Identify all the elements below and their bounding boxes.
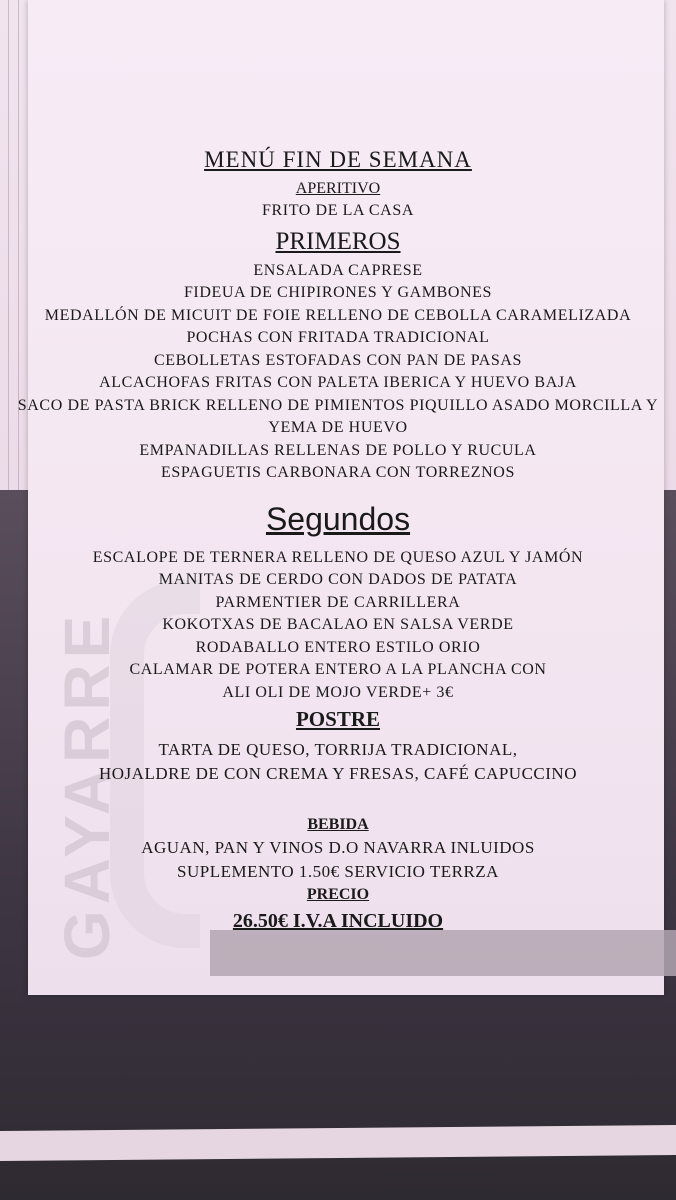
paper-edge-strip <box>0 1125 676 1161</box>
primeros-item: ALCACHOFAS FRITAS CON PALETA IBERICA Y HUEVO BAJA <box>99 374 577 391</box>
primeros-item: POCHAS CON FRITADA TRADICIONAL <box>186 329 490 346</box>
segundos-item: MANITAS DE CERDO CON DADOS DE PATATA <box>158 571 518 588</box>
segundos-item: CALAMAR DE POTERA ENTERO A LA PLANCHA CON <box>129 661 547 678</box>
primeros-item: FIDEUA DE CHIPIRONES Y GAMBONES <box>183 284 493 301</box>
segundos-item: PARMENTIER DE CARRILLERA <box>215 593 461 611</box>
menu-title: MENÚ FIN DE SEMANA <box>204 147 472 172</box>
aperitivo-heading: APERITIVO <box>295 180 381 197</box>
postre-heading: POSTRE <box>295 707 381 731</box>
segundos-item: ALI OLI DE MOJO VERDE+ 3€ <box>222 683 454 701</box>
bebida-item: AGUAN, PAN Y VINOS D.O NAVARRA INLUIDOS <box>141 838 535 857</box>
bebida-heading: BEBIDA <box>307 816 369 833</box>
segundos-item: RODABALLO ENTERO ESTILO ORIO <box>195 638 481 656</box>
segundos-item: ESCALOPE DE TERNERA RELLENO DE QUESO AZUL Y JAMÓN <box>92 548 584 566</box>
primeros-item: EMPANADILLAS RELLENAS DE POLLO Y RUCULA <box>139 441 537 459</box>
primeros-heading: PRIMEROS <box>275 227 401 255</box>
postre-item: HOJALDRE DE CON CREMA Y FRESAS, CAFÉ CAPUCCINO <box>99 764 577 783</box>
primeros-item: CEBOLLETAS ESTOFADAS CON PAN DE PASAS <box>153 351 523 369</box>
bebida-item: SUPLEMENTO 1.50€ SERVICIO TERRZA <box>177 862 499 881</box>
primeros-item: SACO DE PASTA BRICK RELLENO DE PIMIENTOS PIQUILLO ASADO MORCILLA Y <box>17 396 659 414</box>
aperitivo-item: FRITO DE LA CASA <box>262 202 414 219</box>
precio-value: 26.50€ I.V.A INCLUIDO <box>232 910 444 932</box>
segundos-heading: Segundos <box>265 500 411 537</box>
logo-wordmark: GAYARRE <box>51 609 123 960</box>
segundos-item: KOKOTXAS DE BACALAO EN SALSA VERDE <box>162 616 514 633</box>
primeros-item: ENSALADA CAPRESE <box>253 261 423 279</box>
decorative-bar <box>210 930 676 976</box>
menu-content <box>0 140 676 936</box>
primeros-item: YEMA DE HUEVO <box>268 419 408 436</box>
precio-heading: PRECIO <box>306 886 370 903</box>
postre-item: TARTA DE QUESO, TORRIJA TRADICIONAL, <box>158 740 518 759</box>
primeros-item: MEDALLÓN DE MICUIT DE FOIE RELLENO DE CEBOLLA CARAMELIZADA <box>44 306 632 324</box>
primeros-item: ESPAGUETIS CARBONARA CON TORREZNOS <box>161 464 515 481</box>
